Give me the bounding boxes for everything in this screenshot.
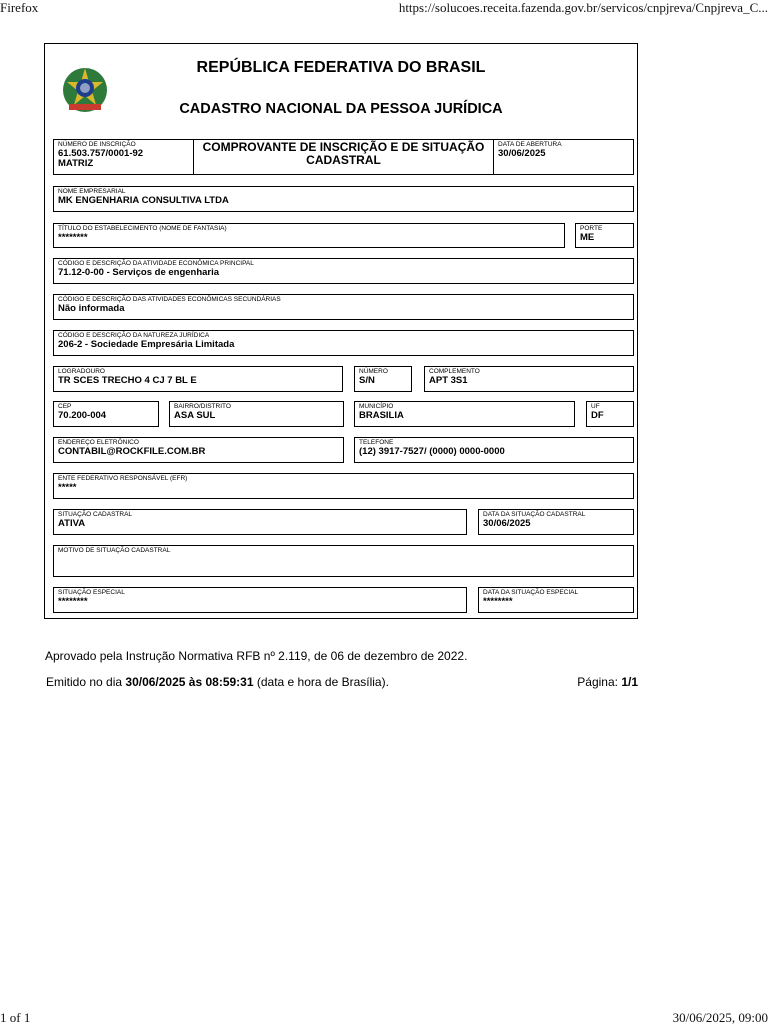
cep-value: 70.200-004 [58, 410, 107, 421]
nome-empresarial-value: MK ENGENHARIA CONSULTIVA LTDA [58, 195, 229, 206]
data-situacao-especial-box [478, 587, 634, 613]
comprovante-title: COMPROVANTE DE INSCRIÇÃO E DE SITUAÇÃO CADASTRAL [193, 139, 494, 175]
data-situacao-box [478, 509, 634, 535]
numero-box [354, 366, 412, 392]
numero-label: NÚMERO [359, 368, 388, 375]
doc-subtitle: CADASTRO NACIONAL DA PESSOA JURÍDICA [179, 101, 503, 117]
doc-title: REPÚBLICA FEDERATIVA DO BRASIL [196, 59, 486, 76]
bairro-value: ASA SUL [174, 410, 216, 421]
nome-empresarial-label: NOME EMPRESARIAL [58, 188, 126, 195]
telefone-value: (12) 3917-7527/ (0000) 0000-0000 [359, 446, 505, 457]
municipio-box [354, 401, 575, 427]
abertura-value: 30/06/2025 [498, 148, 546, 159]
page-count: 1 of 1 [0, 1010, 31, 1025]
page-label: Página: [577, 675, 622, 689]
fantasia-value: ******** [58, 232, 88, 243]
page-url: https://solucoes.receita.fazenda.gov.br/servicos/cnpjreva/Cnpjreva_C... [398, 0, 768, 15]
uf-label: UF [591, 403, 600, 410]
browser-name: Firefox [0, 0, 39, 15]
complemento-label: COMPLEMENTO [429, 368, 480, 375]
emission-prefix: Emitido no dia [46, 675, 126, 689]
atividades-secundarias-label: CÓDIGO E DESCRIÇÃO DAS ATIVIDADES ECONÔMICAS SECUNDÁRIAS [58, 296, 281, 303]
situacao-box [53, 509, 467, 535]
situacao-especial-value: ******** [58, 596, 88, 607]
atividades-secundarias-value: Não informada [58, 303, 125, 314]
emission-mid: às [185, 675, 206, 689]
cep-box [53, 401, 159, 427]
numero-value: S/N [359, 375, 375, 386]
data-situacao-especial-value: ******** [483, 596, 513, 607]
atividade-principal-label: CÓDIGO E DESCRIÇÃO DA ATIVIDADE ECONÔMICA PRINCIPAL [58, 260, 254, 267]
natureza-juridica-box [53, 330, 634, 356]
abertura-box [493, 139, 634, 175]
municipio-value: BRASILIA [359, 410, 404, 421]
natureza-juridica-label: CÓDIGO E DESCRIÇÃO DA NATUREZA JURÍDICA [58, 332, 210, 339]
inscricao-type: MATRIZ [58, 158, 94, 169]
inscricao-number: 61.503.757/0001-92 [58, 148, 144, 159]
atividade-principal-value: 71.12-0-00 - Serviços de engenharia [58, 267, 220, 278]
telefone-box [354, 437, 634, 463]
complemento-value: APT 3S1 [429, 375, 468, 386]
motivo-label: MOTIVO DE SITUAÇÃO CADASTRAL [58, 547, 171, 554]
situacao-especial-box [53, 587, 467, 613]
municipio-label: MUNICÍPIO [359, 403, 394, 410]
cnpj-certificate [44, 43, 638, 619]
fantasia-label: TÍTULO DO ESTABELECIMENTO (NOME DE FANTASIA) [58, 225, 227, 232]
page-value: 1/1 [621, 675, 638, 689]
inscricao-label: NÚMERO DE INSCRIÇÃO [58, 141, 136, 148]
telefone-label: TELEFONE [359, 439, 394, 446]
inscricao-box [53, 139, 194, 175]
abertura-label: DATA DE ABERTURA [498, 141, 562, 148]
fantasia-box [53, 223, 565, 248]
porte-value: ME [580, 232, 595, 243]
logradouro-label: LOGRADOURO [58, 368, 105, 375]
situacao-especial-label: SITUAÇÃO ESPECIAL [58, 589, 125, 596]
cep-label: CEP [58, 403, 72, 410]
efr-box [53, 473, 634, 499]
emission-note [46, 675, 389, 689]
emission-time: 08:59:31 [205, 675, 254, 689]
natureza-juridica-value: 206-2 - Sociedade Empresária Limitada [58, 339, 235, 350]
uf-value: DF [591, 410, 604, 421]
approval-note: Aprovado pela Instrução Normativa RFB nº 2.119, de 06 de dezembro de 2022. [45, 649, 468, 663]
print-datetime: 30/06/2025, 09:00 [672, 1010, 768, 1025]
email-value: CONTABIL@ROCKFILE.COM.BR [58, 446, 206, 457]
emission-date: 30/06/2025 [125, 675, 186, 689]
data-situacao-especial-label: DATA DA SITUAÇÃO ESPECIAL [483, 589, 579, 596]
complemento-box [424, 366, 634, 392]
efr-value: ***** [58, 482, 77, 493]
bairro-label: BAIRRO/DISTRITO [174, 403, 231, 410]
efr-label: ENTE FEDERATIVO RESPONSÁVEL (EFR) [58, 475, 188, 482]
bairro-box [169, 401, 344, 427]
motivo-box [53, 545, 634, 577]
logradouro-value: TR SCES TRECHO 4 CJ 7 BL E [58, 375, 197, 386]
porte-box [575, 223, 634, 248]
situacao-value: ATIVA [58, 518, 86, 529]
email-box [53, 437, 344, 463]
atividade-principal-box [53, 258, 634, 284]
data-situacao-label: DATA DA SITUAÇÃO CADASTRAL [483, 511, 586, 518]
page-number [577, 675, 638, 689]
emission-suffix: (data e hora de Brasília). [253, 675, 389, 689]
atividades-secundarias-box [53, 294, 634, 320]
porte-label: PORTE [580, 225, 603, 232]
data-situacao-value: 30/06/2025 [483, 518, 531, 529]
nome-empresarial-box [53, 186, 634, 212]
uf-box [586, 401, 634, 427]
situacao-label: SITUAÇÃO CADASTRAL [58, 511, 133, 518]
logradouro-box [53, 366, 343, 392]
email-label: ENDEREÇO ELETRÔNICO [58, 439, 139, 446]
